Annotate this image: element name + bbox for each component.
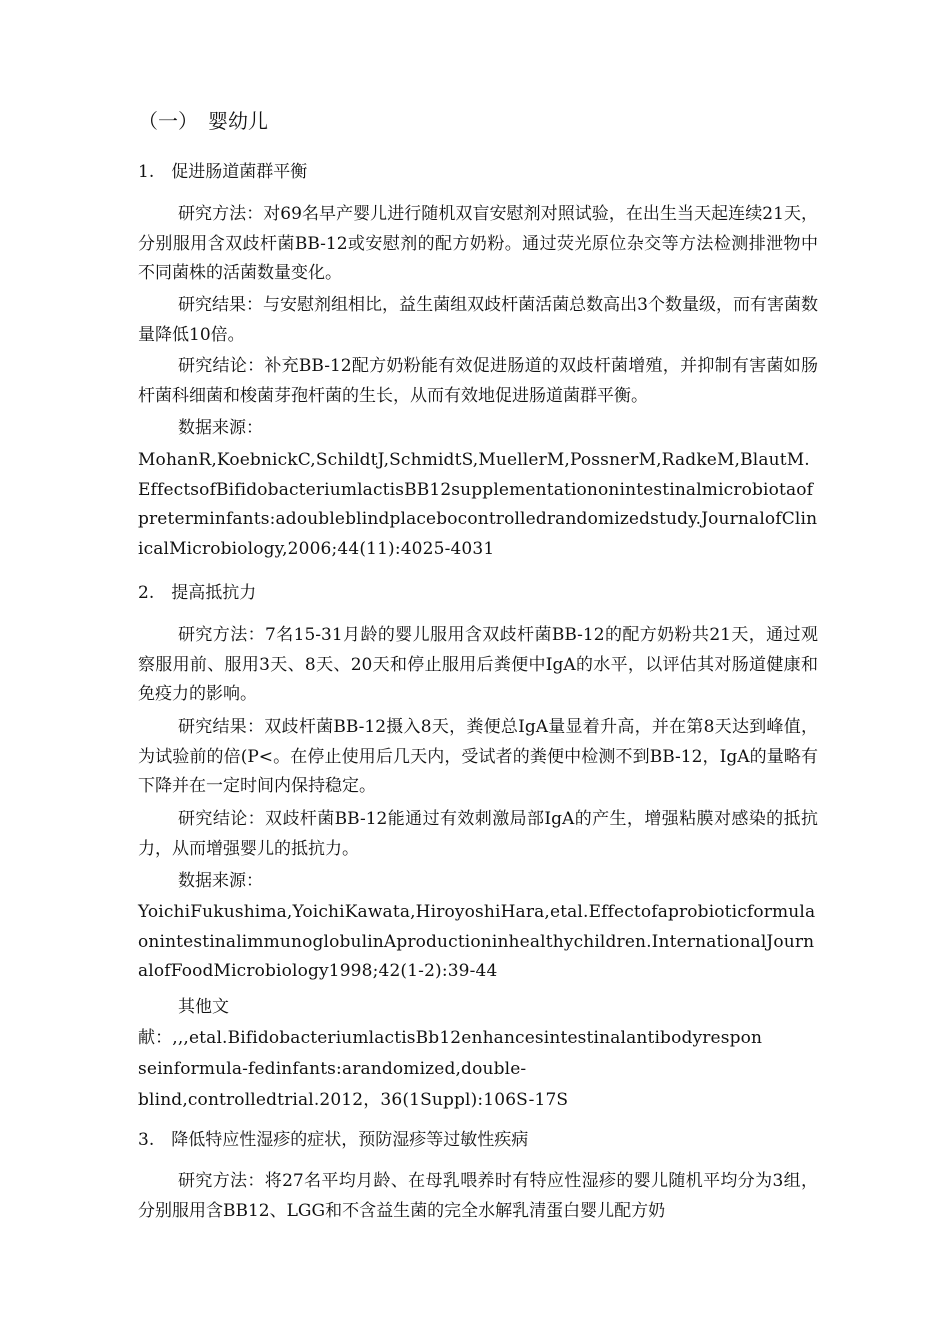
research-conclusion: 研究结论：补充BB-12配方奶粉能有效促进肠道的双歧杆菌增殖，并抑制有害菌如肠杆菌科细菌和梭菌芽孢杆菌的生长，从而有效地促进肠道菌群平衡。	[138, 356, 818, 406]
section-title: 3. 降低特应性湿疹的症状，预防湿疹等过敏性疾病	[138, 1130, 529, 1150]
source-label: 数据来源：	[178, 871, 263, 891]
page-heading: （一） 婴幼儿	[138, 109, 268, 133]
research-result: 研究结果：与安慰剂组相比，益生菌组双歧杆菌活菌总数高出3个数量级，而有害菌数量降低10倍。	[138, 295, 818, 345]
source-label: 数据来源：	[178, 418, 263, 438]
research-method: 研究方法：将27名平均月龄、在母乳喂养时有特应性湿疹的婴儿随机平均分为3组，分别服用含BB12、LGG和不含益生菌的完全水解乳清蛋白婴儿配方奶	[138, 1171, 818, 1221]
source-citation: MohanR,KoebnickC,SchildtJ,SchmidtS,MuellerM,PossnerM,RadkeM,BlautM.EffectsofBifidobacteriumlactisBB12supplementationonintestinalmicrobiotaofpreterminfants:adoubleblindplacebocontrolledrandomizedstudy.JournalofClinicalMicrobiology,2006;44(11):4025-4031	[138, 450, 818, 559]
other-reference-line: 献：,,,etal.BifidobacteriumlactisBb12enhancesintestinalantibodyrespon	[138, 1028, 763, 1048]
section-title: 1. 促进肠道菌群平衡	[138, 162, 308, 182]
other-reference-line: blind,controlledtrial.2012，36(1Suppl):106S-17S	[138, 1090, 569, 1110]
research-method: 研究方法：7名15-31月龄的婴儿服用含双歧杆菌BB-12的配方奶粉共21天，通过观察服用前、服用3天、8天、20天和停止服用后粪便中IgA的水平，以评估其对肠道健康和免疫力的影响。	[138, 625, 818, 705]
research-method: 研究方法：对69名早产婴儿进行随机双盲安慰剂对照试验，在出生当天起连续21天，分别服用含双歧杆菌BB-12或安慰剂的配方奶粉。通过荧光原位杂交等方法检测排泄物中不同菌株的活菌数量变化。	[138, 204, 818, 284]
other-references-label: 其他文	[178, 997, 229, 1017]
research-result: 研究结果：双歧杆菌BB-12摄入8天，粪便总IgA量显着升高，并在第8天达到峰值，为试验前的倍(P<。在停止使用后几天内，受试者的粪便中检测不到BB-12，IgA的量略有下降并在一定时间内保持稳定。	[138, 717, 818, 797]
research-conclusion: 研究结论：双歧杆菌BB-12能通过有效刺激局部IgA的产生，增强粘膜对感染的抵抗力，从而增强婴儿的抵抗力。	[138, 809, 818, 859]
section-title: 2. 提高抵抗力	[138, 583, 257, 603]
source-citation: YoichiFukushima,YoichiKawata,HiroyoshiHara,etal.EffectofaprobioticformulaonintestinalimmunoglobulinAproductioninhealthychildren.InternationalJournalofFoodMicrobiology1998;42(1-2):39-44	[138, 902, 816, 982]
other-reference-line: seinformula-fedinfants:arandomized,double-	[138, 1059, 527, 1079]
